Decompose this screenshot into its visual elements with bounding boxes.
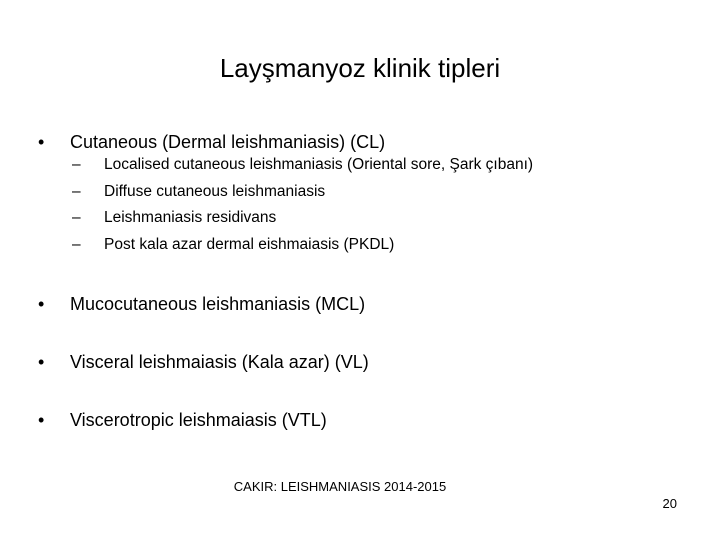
page-number: 20 (662, 496, 677, 511)
cutaneous-subtypes-list (72, 153, 533, 259)
sub-item (72, 180, 533, 207)
sub-item-text: Localised cutaneous leishmaniasis (Oriental sore, Şark çıbanı) (104, 156, 534, 173)
bullet-item-mucocutaneous (38, 292, 365, 316)
slide-title: Layşmanyoz klinik tipleri (219, 53, 501, 83)
bullet-icon: • (38, 294, 45, 314)
sub-item-text: Diffuse cutaneous leishmaniasis (104, 182, 326, 200)
bullet-icon: • (38, 132, 45, 152)
bullet-text: Visceral leishmaiasis (Kala azar) (VL) (70, 352, 369, 372)
sub-item-text: Leishmaniasis residivans (104, 209, 277, 226)
bullet-item-cutaneous (38, 130, 385, 154)
sub-item-text: Post kala azar dermal eishmaiasis (PKDL) (104, 235, 395, 253)
sub-item (72, 233, 533, 260)
dash-icon: – (72, 156, 81, 173)
sub-item (72, 206, 533, 233)
slide-footer: CAKIR: LEISHMANIASIS 2014-2015 (233, 479, 447, 494)
bullet-item-viscerotropic (38, 408, 327, 432)
bullet-icon: • (38, 352, 45, 372)
bullet-icon: • (38, 410, 45, 430)
bullet-text: Cutaneous (Dermal leishmaniasis) (CL) (70, 132, 386, 152)
bullet-item-visceral (38, 350, 369, 374)
dash-icon: – (72, 209, 81, 226)
bullet-text: Viscerotropic leishmaiasis (VTL) (70, 410, 327, 430)
dash-icon: – (72, 182, 81, 200)
dash-icon: – (72, 235, 81, 253)
bullet-text: Mucocutaneous leishmaniasis (MCL) (70, 294, 366, 314)
sub-item (72, 153, 533, 180)
